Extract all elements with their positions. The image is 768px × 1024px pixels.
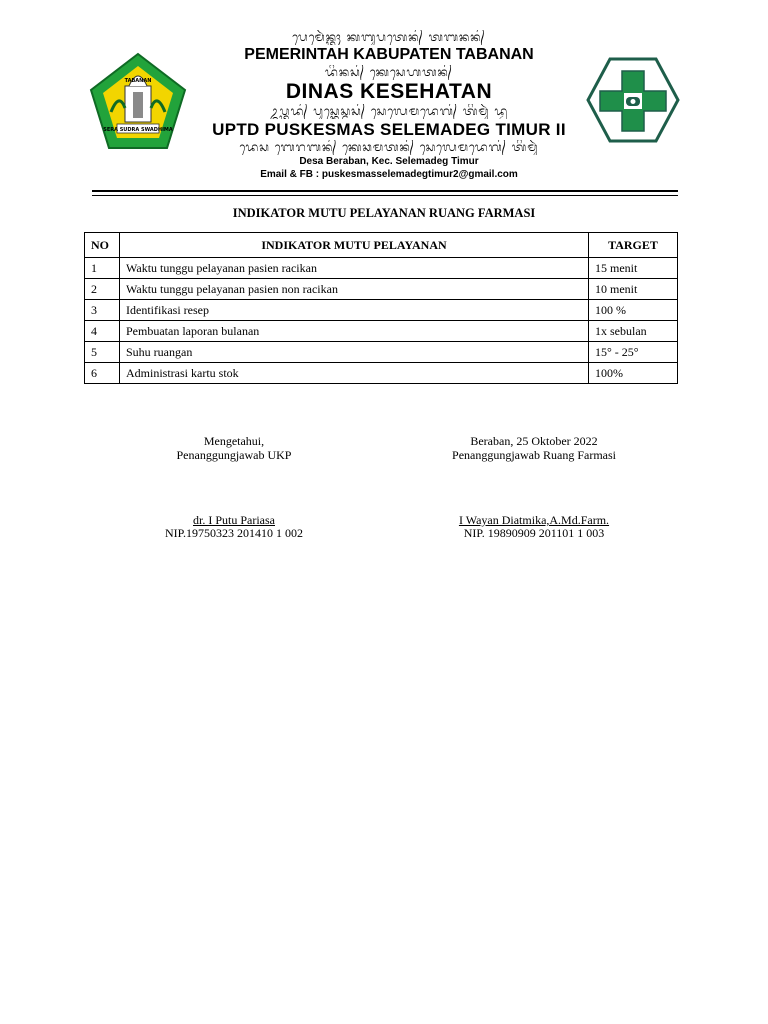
- balinese-script-address: ᬤᬾᬲ ᬩᬾᬭᬩᬦ᭄ ᬓᬾᬘᬫᬢᬦ᭄ ᬲᬾᬮᬾᬫᬤᬾᬕ᭄ ᬢᬶᬫᬸᬃ: [239, 140, 539, 154]
- header-target: TARGET: [589, 233, 678, 258]
- row-indicator: Waktu tunggu pelayanan pasien racikan: [120, 258, 589, 279]
- header-no: NO: [85, 233, 120, 258]
- address: Desa Beraban, Kec. Selemadeg Timur: [299, 156, 479, 167]
- table-row: [85, 258, 678, 279]
- table-row: [85, 342, 678, 363]
- balinese-script-department: ᬤᬶᬦᬲ᭄ ᬓᬾᬲᬾᬳᬢᬦ᭄: [325, 65, 453, 79]
- right-signatory-name: I Wayan Diatmika,A.Md.Farm.: [458, 513, 610, 527]
- right-role: Penanggungjawab Ruang Farmasi: [452, 448, 616, 462]
- signature-left-heading: [104, 434, 364, 462]
- place-date: Beraban, 25 Oktober 2022: [470, 434, 598, 448]
- table-row: [85, 300, 678, 321]
- letterhead-text: [194, 30, 584, 181]
- row-no: 2: [85, 279, 120, 300]
- row-target: 100%: [589, 363, 678, 384]
- tabanan-regency-emblem-icon: [89, 52, 187, 152]
- left-signatory-nip: NIP.19750323 201410 1 002: [164, 526, 303, 540]
- signature-right-heading: [404, 434, 664, 462]
- row-no: 6: [85, 363, 120, 384]
- row-indicator: Suhu ruangan: [120, 342, 589, 363]
- indicator-table: [84, 232, 678, 384]
- acknowledge-label: Mengetahui,: [203, 434, 265, 448]
- row-no: 5: [85, 342, 120, 363]
- balinese-script-unit: ᬉᬧ᭄ᬢᬤ᭄ ᬧᬸᬲ᭄ᬓᬾᬲ᭄ᬫᬲ᭄ ᬲᬾᬮᬾᬫᬤᬾᬕ᭄ ᬢᬶᬫᬸᬃ ᬤ᭄ᬯ: [269, 104, 509, 118]
- header-rule-thick: [92, 190, 678, 192]
- right-signatory-nip: NIP. 19890909 201101 1 003: [463, 526, 605, 540]
- table-header-row: [85, 233, 678, 258]
- left-role: Penanggungjawab UKP: [176, 448, 292, 462]
- government-name: PEMERINTAH KABUPATEN TABANAN: [244, 46, 534, 63]
- balinese-script-government: ᬧᬾᬫᬾᬃᬦ᭄ᬢᬄ ᬓᬩᬸᬧᬢᬾᬦ᭄ ᬢᬩᬦᬦ᭄: [292, 30, 486, 44]
- table-row: [85, 279, 678, 300]
- row-target: 15 menit: [589, 258, 678, 279]
- document-title: INDIKATOR MUTU PELAYANAN RUANG FARMASI: [232, 206, 536, 220]
- table-row: [85, 363, 678, 384]
- row-target: 1x sebulan: [589, 321, 678, 342]
- emblem-motto: SERA SUDRA SWADHIMA: [103, 127, 173, 133]
- unit-name: UPTD PUSKESMAS SELEMADEG TIMUR II: [212, 120, 566, 139]
- emblem-label: TABANAN: [124, 78, 152, 84]
- row-no: 1: [85, 258, 120, 279]
- health-cross-icon: [586, 57, 680, 143]
- signature-right: [404, 514, 664, 540]
- header-rule-thin: [92, 195, 678, 196]
- left-signatory-name: dr. I Putu Pariasa: [193, 513, 275, 527]
- letterhead: [84, 30, 684, 180]
- row-indicator: Pembuatan laporan bulanan: [120, 321, 589, 342]
- table-row: [85, 321, 678, 342]
- row-no: 4: [85, 321, 120, 342]
- department-name: DINAS KESEHATAN: [285, 80, 493, 103]
- row-no: 3: [85, 300, 120, 321]
- row-indicator: Waktu tunggu pelayanan pasien non racikan: [120, 279, 589, 300]
- row-target: 10 menit: [589, 279, 678, 300]
- row-indicator: Administrasi kartu stok: [120, 363, 589, 384]
- row-target: 100 %: [589, 300, 678, 321]
- row-target: 15° - 25°: [589, 342, 678, 363]
- header-indicator: INDIKATOR MUTU PELAYANAN: [120, 233, 589, 258]
- row-indicator: Identifikasi resep: [120, 300, 589, 321]
- email-fb: Email & FB : puskesmasselemadegtimur2@gmail.com: [260, 169, 518, 180]
- signature-left: [104, 514, 364, 540]
